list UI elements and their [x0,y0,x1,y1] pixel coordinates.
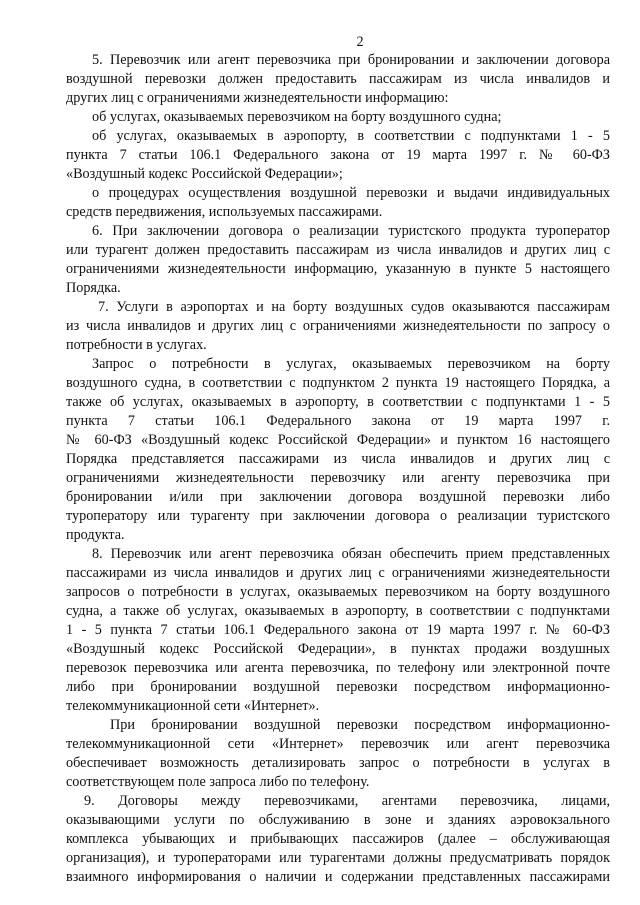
text-line: 1 - 5 пункта 7 статьи 106.1 Федерального закона от 19 марта 1997 г. № 60-ФЗ [66,622,610,638]
text-line: бронировании и/или при заключении договора воздушной перевозки либо [66,489,610,505]
page-number: 2 [356,34,364,50]
text-line: Порядка представляется пассажирами из числа инвалидов и других лиц с [66,451,610,467]
text-line: Порядка. [66,280,121,296]
text-line: туроператору или турагенту при заключении договора о реализации туристского [66,508,610,524]
text-line: из числа инвалидов и других лиц с ограничениями жизнедеятельности по запросу о [66,318,610,334]
text-line: «Воздушный кодекс Российской Федерации»; [66,166,343,182]
text-line: продукта. [66,527,125,543]
text-line: 5. Перевозчик или агент перевозчика при бронировании и заключении договора [92,52,610,68]
text-line: взаимного информирования о наличии и содержании представленных пассажирами [66,869,610,885]
text-line: перевозок перевозчика или агента перевозчика, по телефону или электронной почте [66,660,610,676]
text-line: воздушной перевозки должен предоставить пассажирам из числа инвалидов и [66,71,610,87]
text-line: ограничениями жизнедеятельности информацию, указанную в пункте 5 настоящего [66,261,610,277]
text-line: При бронировании воздушной перевозки посредством информационно- [110,717,610,733]
text-line: запросов о потребности в услугах, оказываемых перевозчиком на борту воздушного [66,584,610,600]
text-line: телекоммуникационной сети «Интернет». [66,698,320,714]
text-line: об услугах, оказываемых перевозчиком на борту воздушного судна; [92,109,502,125]
text-line: пункта 7 статьи 106.1 Федерального закона от 19 марта 1997 г. [66,413,610,429]
text-line: или турагент должен предоставить пассажирам из числа инвалидов и других лиц с [66,242,610,258]
text-line: ограничениями жизнедеятельности перевозчику или агенту перевозчика при [66,470,610,486]
text-line: соответствующем поле запроса либо по телефону. [66,774,370,790]
text-line: «Воздушный кодекс Российской Федерации», в пунктах продажи воздушных [66,641,610,657]
text-line: средств передвижения, используемых пассажирами. [66,204,383,220]
text-line: пассажирами из числа инвалидов и других лиц с ограничениями жизнедеятельности [66,565,610,581]
text-line: № 60-ФЗ «Воздушный кодекс Российской Федерации» и пунктом 16 настоящего [66,432,610,448]
text-line: Запрос о потребности в услугах, оказываемых перевозчиком на борту [92,356,610,372]
text-line: оказывающими услуги по обслуживанию в зоне и зданиях аэровокзального [66,812,610,828]
text-line: 9. Договоры между перевозчиками, агентами перевозчика, лицами, [84,793,610,809]
text-line: обеспечивает возможность детализировать запрос о потребности в услугах в [66,755,610,771]
text-line: 6. При заключении договора о реализации туристского продукта туроператор [92,223,610,239]
text-line: 8. Перевозчик или агент перевозчика обязан обеспечить прием представленных [92,546,610,562]
text-line: других лиц с ограничениями жизнедеятельности информацию: [66,90,449,106]
text-line: судна, а также об услугах, оказываемых в аэропорту, в соответствии с подпунктами [66,603,610,619]
text-line: также об услугах, оказываемых в аэропорту, в соответствии с подпунктами 1 - 5 [66,394,610,410]
text-line: 7. Услуги в аэропортах и на борту воздушных судов оказываются пассажирам [98,299,610,315]
text-line: телекоммуникационной сети «Интернет» перевозчик или агент перевозчика [66,736,610,752]
text-line: о процедурах осуществления воздушной перевозки и выдачи индивидуальных [92,185,610,201]
text-line: пункта 7 статьи 106.1 Федерального закона от 19 марта 1997 г. № 60-ФЗ [66,147,610,163]
text-line: организация), и туроператорами или турагентами должны предусматривать порядок [66,850,610,866]
text-line: об услугах, оказываемых в аэропорту, в соответствии с подпунктами 1 - 5 [92,128,610,144]
text-line: либо при бронировании воздушной перевозки посредством информационно- [66,679,610,695]
text-line: комплекса убывающих и прибывающих пассажиров (далее – обслуживающая [66,831,610,847]
text-line: воздушного судна, в соответствии с подпунктом 2 пункта 19 настоящего Порядка, а [66,375,610,391]
text-line: потребности в услугах. [66,337,207,353]
